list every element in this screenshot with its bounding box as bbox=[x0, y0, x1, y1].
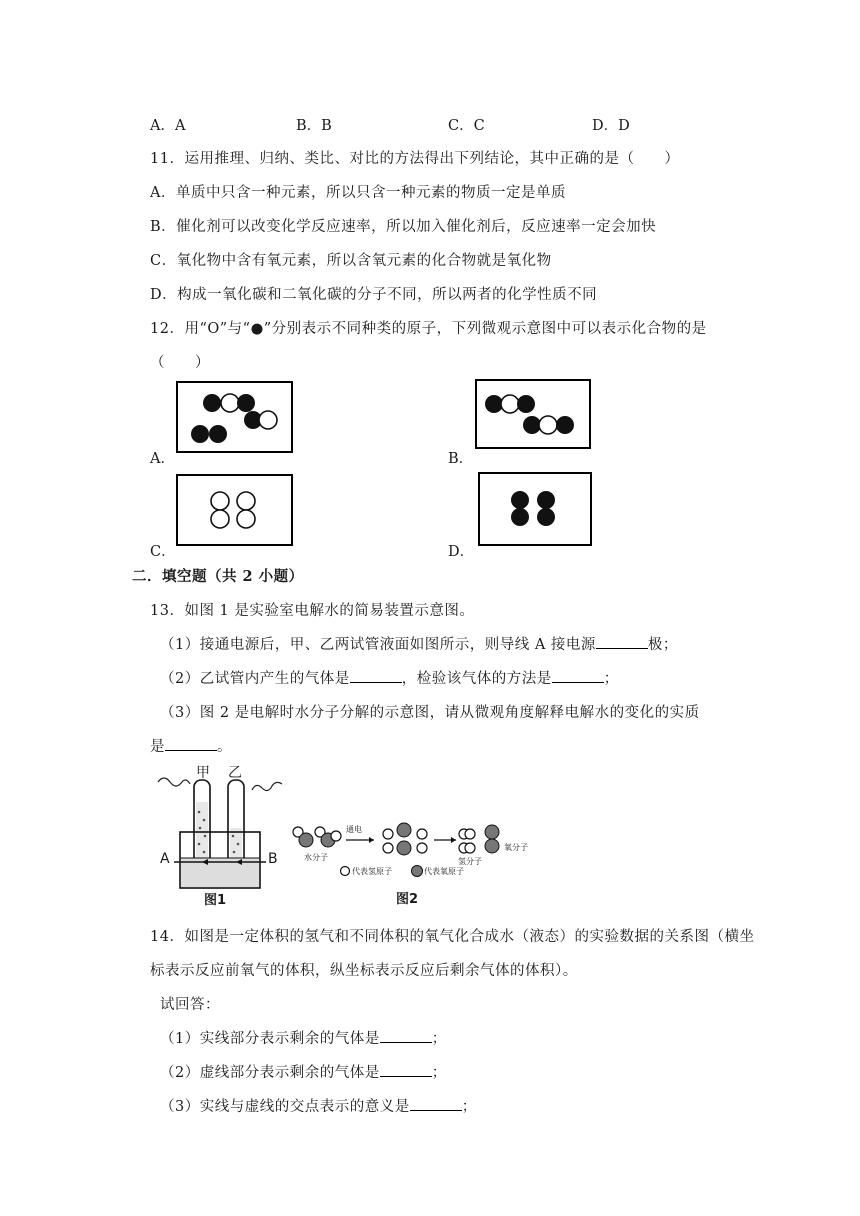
q14-part3-end: ； bbox=[461, 1099, 477, 1115]
q13-part2-mid: ，检验该气体的方法是 bbox=[401, 671, 552, 687]
electrolysis-apparatus-graphic bbox=[150, 762, 290, 907]
section-2-title: 二．填空题（共 2 小题） bbox=[132, 568, 304, 585]
q14-part1 bbox=[160, 1027, 447, 1048]
oxygen-atom-legend: 代表氧原子 bbox=[424, 867, 464, 876]
q13-part3-end: 。 bbox=[217, 739, 232, 755]
q11-stem: 11．运用推理、归纳、类比、对比的方法得出下列结论，其中正确的是（ ） bbox=[150, 151, 680, 167]
q12-label-b: B． bbox=[448, 451, 474, 467]
molecules-d-graphic bbox=[480, 474, 590, 544]
tube-jia-label: 甲 bbox=[196, 765, 210, 781]
hydrogen-atom-legend: 代表氢原子 bbox=[352, 867, 392, 876]
q11-option-d: D．构成一氧化碳和二氧化碳的分子不同，所以两者的化学性质不同 bbox=[150, 287, 598, 303]
q14-try-answer: 试回答： bbox=[160, 997, 220, 1013]
q13-part3: （3）图 2 是电解时水分子分解的示意图，请从微观角度解释电解水的变化的实质 bbox=[160, 705, 700, 721]
hydrogen-molecule-label: 氢分子 bbox=[458, 857, 482, 866]
q14-part2 bbox=[160, 1061, 447, 1082]
q13-blank-4[interactable] bbox=[165, 736, 217, 751]
tube-yi-label: 乙 bbox=[228, 765, 242, 781]
figure-1-electrolysis bbox=[150, 762, 290, 907]
q13-blank-2[interactable] bbox=[350, 668, 402, 683]
molecules-a-graphic bbox=[178, 383, 291, 451]
q13-part1-text: （1）接通电源后，甲、乙两试管液面如图所示，则导线 A 接电源 bbox=[160, 637, 596, 653]
molecule-box-c bbox=[176, 474, 293, 546]
q14-blank-1[interactable] bbox=[380, 1028, 432, 1043]
q13-part1 bbox=[160, 633, 678, 654]
q14-stem-line-2: 标表示反应前氧气的体积，纵坐标表示反应后剩余气体的体积）。 bbox=[150, 963, 578, 979]
tongdian-label: 通电 bbox=[346, 825, 362, 834]
q14-part3-text: （3）实线与虚线的交点表示的意义是 bbox=[160, 1099, 410, 1115]
molecule-box-b bbox=[475, 379, 591, 449]
q11-option-b: B．催化剂可以改变化学反应速率，所以加入催化剂后，反应速率一定会加快 bbox=[150, 219, 657, 235]
q13-part3-shi: 是 bbox=[150, 739, 165, 755]
figure-2-decomposition bbox=[290, 818, 535, 910]
q14-part3 bbox=[160, 1095, 477, 1116]
q14-blank-2[interactable] bbox=[380, 1062, 432, 1077]
molecules-b-graphic bbox=[477, 381, 589, 447]
q14-part2-text: （2）虚线部分表示剩余的气体是 bbox=[160, 1065, 380, 1081]
q13-part2 bbox=[160, 667, 619, 688]
q10-option-c: C．C bbox=[448, 118, 485, 134]
q12-stem: 12．用“O”与“●”分别表示不同种类的原子，下列微观示意图中可以表示化合物的是 bbox=[150, 321, 707, 337]
q13-part2-text: （2）乙试管内产生的气体是 bbox=[160, 671, 350, 687]
q10-option-d: D．D bbox=[592, 118, 630, 134]
molecule-box-d bbox=[478, 472, 592, 546]
figure-1-caption: 图1 bbox=[204, 893, 227, 908]
q10-options bbox=[150, 114, 710, 134]
q14-blank-3[interactable] bbox=[410, 1096, 462, 1111]
q12-paren: （ ） bbox=[150, 355, 210, 371]
molecules-c-graphic bbox=[178, 476, 291, 544]
q12-label-a: A． bbox=[150, 451, 175, 467]
q13-part1-end: 极； bbox=[647, 637, 678, 653]
q14-part2-end: ； bbox=[431, 1065, 447, 1081]
q14-part1-end: ； bbox=[431, 1031, 447, 1047]
figure-2-caption: 图2 bbox=[396, 892, 419, 907]
q12-label-d: D． bbox=[448, 544, 475, 560]
wire-b-label: B bbox=[268, 851, 278, 867]
wire-a-label: A bbox=[160, 851, 170, 867]
water-molecule-label: 水分子 bbox=[304, 853, 328, 862]
q14-part1-text: （1）实线部分表示剩余的气体是 bbox=[160, 1031, 380, 1047]
q11-option-a: A．单质中只含一种元素，所以只含一种元素的物质一定是单质 bbox=[150, 185, 566, 201]
q10-option-b: B．B bbox=[296, 118, 332, 134]
q13-stem: 13．如图 1 是实验室电解水的简易装置示意图。 bbox=[150, 603, 475, 619]
q12-label-c: C． bbox=[150, 544, 176, 560]
molecule-box-a bbox=[176, 381, 293, 453]
q13-blank-3[interactable] bbox=[552, 668, 604, 683]
q13-part2-end: ； bbox=[603, 671, 619, 687]
q13-part3-cont bbox=[150, 735, 232, 756]
q11-option-c: C．氧化物中含有氧元素，所以含氧元素的化合物就是氧化物 bbox=[150, 253, 552, 269]
q13-blank-1[interactable] bbox=[596, 634, 648, 649]
q10-option-a: A．A bbox=[150, 118, 186, 134]
oxygen-molecule-label: 氧分子 bbox=[504, 843, 528, 852]
q14-stem-line-1: 14．如图是一定体积的氢气和不同体积的氧气化合成水（液态）的实验数据的关系图（横坐 bbox=[150, 929, 755, 945]
